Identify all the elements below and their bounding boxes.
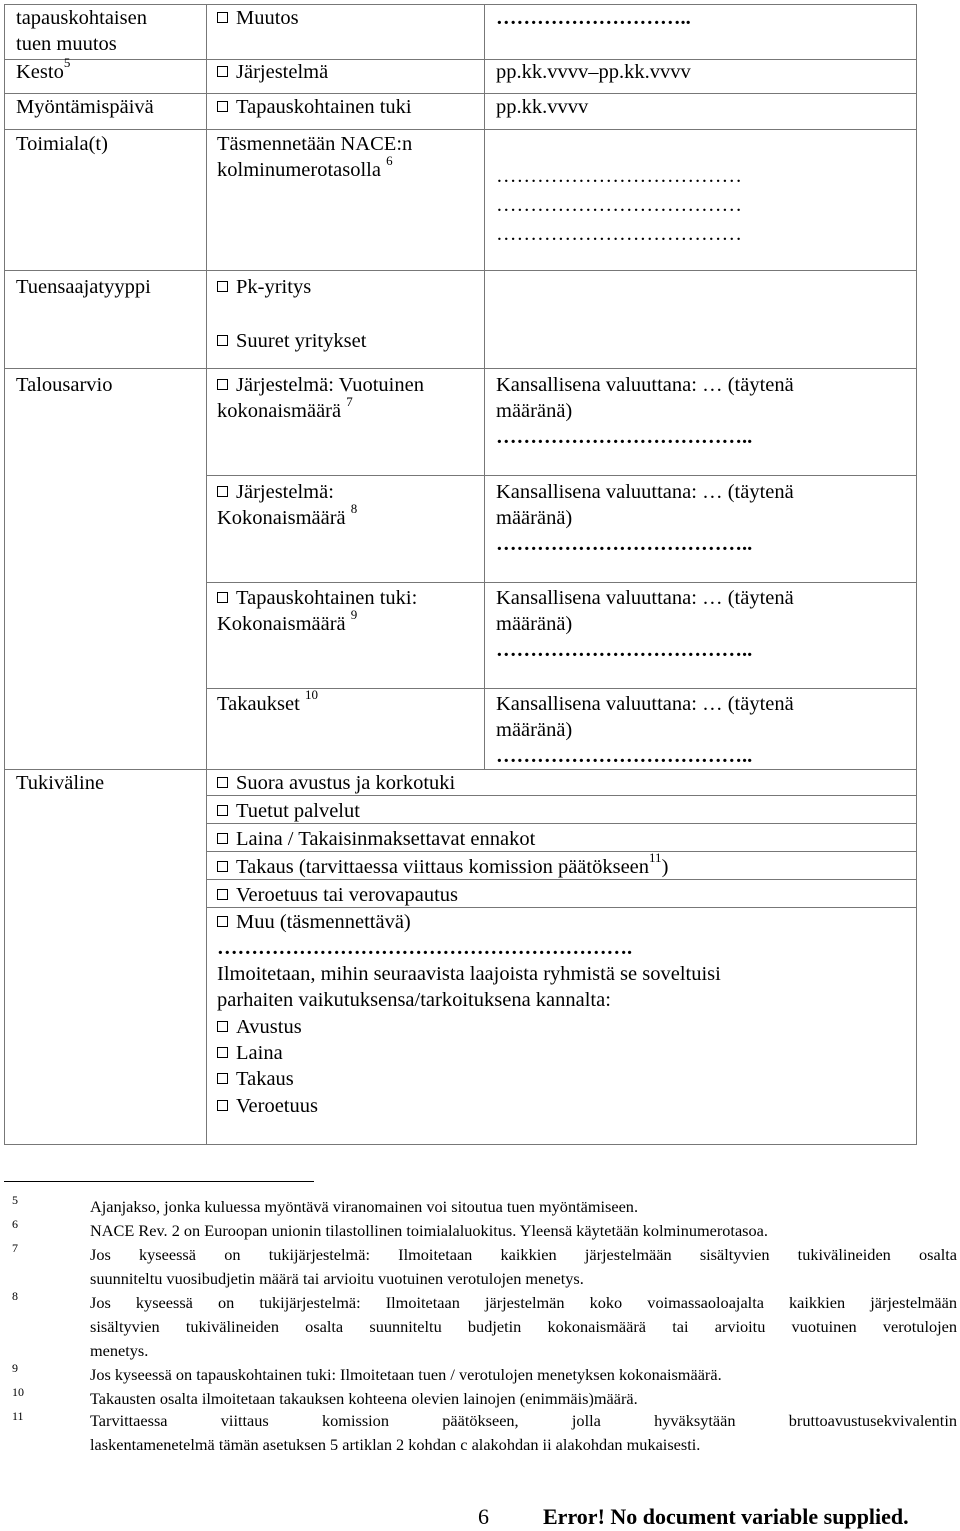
column-divider — [484, 5, 485, 770]
value-muutos[interactable]: ……………………….. — [496, 7, 691, 29]
row-label-talousarvio: Talousarvio — [16, 374, 113, 396]
row-label-kesto: Kesto$^5$ — [16, 55, 71, 83]
footnote-number: 7 — [12, 1241, 18, 1255]
footnote-ref: 8 — [350, 501, 358, 517]
value-budget-4[interactable]: Kansallisena valuuttana: … (täytenä määränä) ……………………………….. — [496, 693, 794, 767]
option-jarjestelma[interactable]: Järjestelmä — [217, 59, 328, 85]
group-question: Ilmoitetaan, mihin seuraavista laajoista ryhmistä se soveltuisi parhaiten vaikutuksensa/tarkoituksena kannalta: — [217, 963, 721, 1011]
footnote-7: Jos kyseessä on tukijärjestelmä: Ilmoitetaan kaikkien järjestelmään sisältyvien tukivälineiden osalta suunniteltu vuosibudjetin määrä tai arvioitu vuotuinen verotulojen menetys. — [90, 1245, 957, 1288]
footnote-5: Ajanjakso, jonka kuluessa myöntävä viranomainen voi sitoutua tuen myöntämiseen. — [90, 1197, 639, 1216]
checkbox-icon[interactable] — [217, 486, 228, 497]
option-tuetut-palvelut[interactable]: Tuetut palvelut — [217, 798, 360, 824]
value-budget-1[interactable]: Kansallisena valuuttana: … (täytenä määränä) ……………………………….. — [496, 374, 794, 448]
footnote-ref: 5 — [63, 55, 71, 71]
option-jarjestelma-kokonaismaara[interactable]: Järjestelmä: Kokonaismäärä $^8$ — [217, 481, 358, 529]
checkbox-icon[interactable] — [217, 777, 228, 788]
row-label-myontamispaiva: Myöntämispäivä — [16, 96, 154, 118]
group-laina[interactable]: Laina — [217, 1040, 283, 1066]
value-budget-3[interactable]: Kansallisena valuuttana: … (täytenä määränä) ……………………………….. — [496, 587, 794, 661]
checkbox-icon[interactable] — [217, 889, 228, 900]
footnote-number: 11 — [12, 1409, 24, 1423]
row-label-tuensaajatyyppi: Tuensaajatyyppi — [16, 276, 151, 298]
group-takaus[interactable]: Takaus — [217, 1066, 294, 1092]
row-label-tukivaline: Tukiväline — [16, 772, 105, 794]
value-myontamispaiva[interactable]: pp.kk.vvvv — [496, 96, 589, 118]
checkbox-icon[interactable] — [217, 1047, 228, 1058]
group-avustus[interactable]: Avustus — [217, 1014, 302, 1040]
footnote-10: Takausten osalta ilmoitetaan takauksen kohteena olevien lainojen (enimmäis)määrä. — [90, 1389, 638, 1408]
footnote-ref: 11 — [649, 850, 662, 866]
checkbox-icon[interactable] — [217, 281, 228, 292]
value-budget-2[interactable]: Kansallisena valuuttana: … (täytenä määränä) ……………………………….. — [496, 481, 794, 555]
option-pk-yritys[interactable]: Pk-yritys — [217, 274, 311, 300]
checkbox-icon[interactable] — [217, 1073, 228, 1084]
footnote-ref: 7 — [346, 394, 353, 410]
takaukset-label: Takaukset $^{10}$ — [217, 687, 318, 715]
value-kesto[interactable]: pp.kk.vvvv–pp.kk.vvvv — [496, 61, 691, 83]
option-laina-ennakot[interactable]: Laina / Takaisinmaksettavat ennakot — [217, 826, 535, 852]
footnote-8: Jos kyseessä on tukijärjestelmä: Ilmoitetaan järjestelmän koko voimassaoloajalta kaikkien järjestelmään sisältyvien tukivälineiden osalta suunniteltu budjetin kokonaismäärä tai arvioitu vuotuinen verotulojen menetys. — [90, 1293, 957, 1360]
footnote-number: 5 — [12, 1193, 18, 1207]
checkbox-icon[interactable] — [217, 805, 228, 816]
footnote-separator — [4, 1181, 314, 1182]
value-muu[interactable]: ……………………………………………………. — [217, 937, 633, 959]
footnote-number: 9 — [12, 1361, 18, 1375]
value-toimiala[interactable]: ……………………………… ……………………………… ……………………………… — [496, 165, 742, 245]
footnote-number: 6 — [12, 1217, 18, 1231]
checkbox-icon[interactable] — [217, 1021, 228, 1032]
option-veroetuus[interactable]: Veroetuus tai verovapautus — [217, 882, 458, 908]
checkbox-icon[interactable] — [217, 916, 228, 927]
option-muu[interactable]: Muu (täsmennettävä) — [217, 909, 411, 935]
option-vuotuinen-kokonaismaara[interactable]: Järjestelmä: Vuotuinen kokonaismäärä $^7$ — [217, 374, 424, 422]
option-tapauskohtainen-kokonaismaara[interactable]: Tapauskohtainen tuki: Kokonaismäärä $^9$ — [217, 587, 418, 635]
footnote-number: 8 — [12, 1289, 18, 1303]
checkbox-icon[interactable] — [217, 833, 228, 844]
row-divider — [207, 475, 917, 476]
row-divider — [5, 129, 917, 130]
checkbox-icon[interactable] — [217, 66, 228, 77]
footnote-number: 10 — [12, 1385, 24, 1399]
row-divider — [5, 769, 917, 770]
row-divider — [5, 368, 917, 369]
group-veroetuus[interactable]: Veroetuus — [217, 1093, 318, 1119]
checkbox-icon[interactable] — [217, 592, 228, 603]
footnote-11: Tarvittaessa viittaus komission päätökseen, jolla hyväksytään bruttoavustusekvivalentin laskentamenetelmä tämän asetuksen 5 artiklan 2 kohdan c alakohdan ii alakohdan mukaisesti. — [90, 1411, 957, 1454]
footer-error-text: Error! No document variable supplied. — [543, 1504, 909, 1529]
row-label-muutos: tapauskohtaisen tuen muutos — [16, 7, 147, 55]
option-suuret-yritykset[interactable]: Suuret yritykset — [217, 328, 366, 354]
page-number: 6 — [478, 1504, 489, 1529]
row-divider — [207, 582, 917, 583]
option-suora-avustus[interactable]: Suora avustus ja korkotuki — [217, 770, 455, 796]
toimiala-description: Täsmennetään NACE:n kolminumerotasolla $^6$ — [217, 133, 413, 181]
row-divider — [5, 59, 917, 60]
footnote-6: NACE Rev. 2 on Euroopan unionin tilastollinen toimialaluokitus. Yleensä käytetään kolminumerotasoa. — [90, 1221, 768, 1240]
checkbox-icon[interactable] — [217, 861, 228, 872]
footnote-ref: 9 — [350, 607, 358, 623]
row-divider — [5, 270, 917, 271]
checkbox-icon[interactable] — [217, 12, 228, 23]
checkbox-icon[interactable] — [217, 379, 228, 390]
option-takaus[interactable]: Takaus (tarvittaessa viittaus komission päätökseen$^{11}$) — [217, 854, 668, 880]
checkbox-icon[interactable] — [217, 335, 228, 346]
checkbox-icon[interactable] — [217, 101, 228, 112]
footnote-ref: 10 — [304, 687, 318, 703]
checkbox-icon[interactable] — [217, 1100, 228, 1111]
option-muutos[interactable]: Muutos — [217, 5, 299, 31]
footnote-ref: 6 — [386, 153, 393, 169]
column-divider — [206, 5, 207, 1145]
footnote-9: Jos kyseessä on tapauskohtainen tuki: Ilmoitetaan tuen / verotulojen menetyksen kokonaismäärä. — [90, 1365, 722, 1384]
option-tapauskohtainen-tuki[interactable]: Tapauskohtainen tuki — [217, 94, 412, 120]
row-label-toimiala: Toimiala(t) — [16, 133, 108, 155]
